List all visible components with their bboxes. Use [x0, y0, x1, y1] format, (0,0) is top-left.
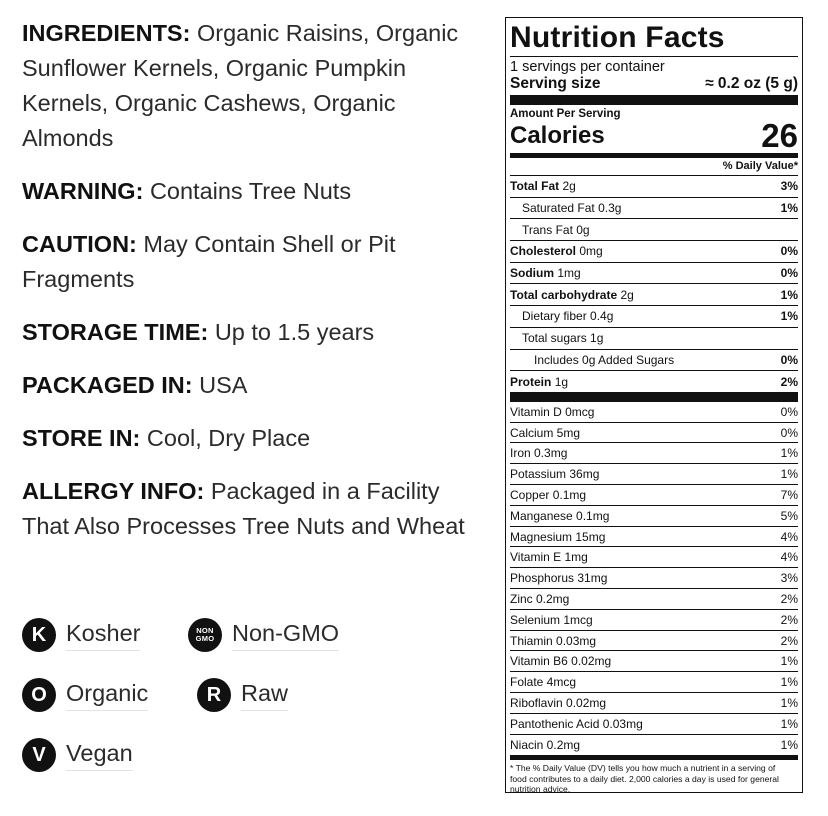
nutrient-dv: 1% — [780, 201, 798, 216]
nutrient-row — [510, 371, 798, 392]
vitamin-row — [510, 631, 798, 652]
badge-label: Vegan — [66, 740, 133, 771]
organic-icon: O — [22, 678, 56, 712]
nutrient-amount: 0g — [576, 222, 590, 237]
vitamin-text: Pantothenic Acid 0.03mg — [510, 716, 643, 731]
storage-time-info — [22, 315, 492, 350]
vitamin-dv: 3% — [780, 571, 798, 586]
nutrient-amount: 0.4g — [590, 309, 614, 324]
store-in-info — [22, 421, 492, 456]
nutrient-row — [510, 219, 798, 240]
nutrient-name: Sodium — [510, 266, 554, 281]
vitamin-text: Folate 4mcg — [510, 675, 577, 690]
vitamin-dv: 1% — [780, 675, 798, 690]
nutrition-title: Nutrition Facts — [510, 21, 725, 54]
info-label: INGREDIENTS: — [22, 20, 191, 46]
vitamin-text: Riboflavin 0.02mg — [510, 695, 607, 710]
organic-badge — [22, 678, 148, 712]
vitamin-row — [510, 485, 798, 506]
serving-size — [510, 75, 798, 95]
vitamin-row — [510, 506, 798, 527]
vitamin-row — [510, 714, 798, 735]
nutrient-dv: 3% — [780, 179, 798, 194]
servings-per-container: 1 servings per container — [510, 59, 665, 75]
raw-badge — [197, 678, 288, 712]
vitamin-row — [510, 693, 798, 714]
nutrient-name: Protein — [510, 374, 552, 389]
vitamin-dv: 1% — [780, 467, 798, 482]
info-label: WARNING: — [22, 178, 144, 204]
non-gmo-badge — [188, 618, 339, 652]
info-text: Cool, Dry Place — [146, 425, 311, 451]
vitamin-text: Magnesium 15mg — [510, 529, 606, 544]
vitamin-dv: 1% — [780, 695, 798, 710]
nutrient-row — [510, 176, 798, 197]
info-text: Up to 1.5 years — [214, 319, 375, 345]
nutrient-amount: 1mg — [557, 266, 581, 281]
vitamin-dv: 2% — [780, 612, 798, 627]
nutrient-row — [510, 198, 798, 219]
vitamin-dv: 2% — [780, 591, 798, 606]
nutrient-dv: 2% — [780, 374, 798, 389]
vitamin-dv: 2% — [780, 633, 798, 648]
vitamin-dv: 1% — [780, 446, 798, 461]
nutrient-amount: 1g — [554, 374, 569, 389]
non-gmo-icon-top: NON — [196, 626, 214, 635]
info-label: STORE IN: — [22, 425, 141, 451]
daily-value-footnote: * The % Daily Value (DV) tells you how much a nutrient in a serving of food contributes to a daily diet. 2,000 calories a day is used for general nutrition advice. — [510, 763, 779, 795]
nutrient-amount: 2g — [562, 179, 576, 194]
vitamin-text: Phosphorus 31mg — [510, 571, 608, 586]
calories-label: Calories — [510, 122, 605, 149]
nutrient-dv: 1% — [780, 309, 798, 324]
info-text: Organic Raisins, Organic Sunflower Kernels, Organic Pumpkin Kernels, Organic Cashews, Organic Almonds — [22, 20, 459, 151]
nutrient-name: Saturated Fat — [522, 201, 595, 216]
vitamin-dv: 0% — [780, 404, 798, 419]
vitamin-row — [510, 568, 798, 589]
vitamin-text: Niacin 0.2mg — [510, 738, 581, 753]
vitamin-text: Manganese 0.1mg — [510, 508, 610, 523]
vitamin-row — [510, 672, 798, 693]
nutrient-amount: 2g — [620, 287, 634, 302]
non-gmo-icon-bottom: GMO — [195, 634, 215, 643]
info-text: May Contain Shell or Pit Fragments — [22, 231, 396, 292]
info-text: USA — [199, 372, 248, 398]
info-text: Packaged in a Facility That Also Processes Tree Nuts and Wheat — [22, 478, 465, 539]
vitamin-text: Iron 0.3mg — [510, 446, 568, 461]
vitamin-dv: 1% — [780, 716, 798, 731]
nutrient-amount: 0.3g — [598, 201, 622, 216]
info-text: Contains Tree Nuts — [149, 178, 352, 204]
product-info — [22, 16, 492, 562]
raw-icon: R — [197, 678, 231, 712]
kosher-icon: K — [22, 618, 56, 652]
warning-info — [22, 174, 492, 209]
vitamin-dv: 1% — [780, 654, 798, 669]
nutrient-amount: 1g — [590, 331, 604, 346]
nutrient-dv: 0% — [780, 352, 798, 367]
calories-value: 26 — [761, 117, 798, 154]
allergy-info — [22, 474, 492, 544]
vitamin-dv: 7% — [780, 487, 798, 502]
nutrient-name: Dietary fiber — [522, 309, 587, 324]
vegan-icon: V — [22, 738, 56, 772]
vitamin-row — [510, 423, 798, 444]
nutrient-name: Cholesterol — [510, 244, 577, 259]
nutrient-dv: 0% — [780, 244, 798, 259]
vitamin-row — [510, 527, 798, 548]
caution-info — [22, 227, 492, 297]
daily-value-header: % Daily Value* — [722, 160, 798, 172]
calories-row — [510, 117, 798, 154]
badge-label: Organic — [66, 680, 148, 711]
vitamin-text: Thiamin 0.03mg — [510, 633, 597, 648]
badge-label: Non-GMO — [232, 620, 339, 651]
vitamin-text: Vitamin B6 0.02mg — [510, 654, 612, 669]
vitamin-row — [510, 464, 798, 485]
nutrient-name: Includes 0g Added Sugars — [534, 352, 675, 367]
vitamin-row — [510, 443, 798, 464]
vitamin-row — [510, 610, 798, 631]
nutrient-row — [510, 328, 798, 349]
packaged-in-info — [22, 368, 492, 403]
vitamin-row — [510, 735, 798, 756]
kosher-badge — [22, 618, 140, 652]
nutrient-amount: 0mg — [579, 244, 603, 259]
nutrient-name: Total sugars — [522, 331, 587, 346]
info-label: CAUTION: — [22, 231, 137, 257]
vitamin-dv: 1% — [780, 738, 798, 753]
amount-per-serving: Amount Per Serving — [510, 108, 621, 120]
nutrient-name: Total carbohydrate — [510, 287, 618, 302]
vitamin-row — [510, 547, 798, 568]
info-label: PACKAGED IN: — [22, 372, 193, 398]
info-label: STORAGE TIME: — [22, 319, 209, 345]
nutrition-facts-panel — [505, 17, 803, 793]
vitamin-dv: 0% — [780, 425, 798, 440]
vitamin-text: Vitamin E 1mg — [510, 550, 588, 565]
info-label: ALLERGY INFO: — [22, 478, 205, 504]
vitamin-row — [510, 651, 798, 672]
nutrient-name: Total Fat — [510, 179, 560, 194]
certification-badges — [22, 618, 492, 798]
vitamin-dv: 5% — [780, 508, 798, 523]
nutrient-row — [510, 241, 798, 262]
ingredients-info — [22, 16, 492, 156]
nutrient-name: Trans Fat — [522, 222, 573, 237]
nutrient-row — [510, 306, 798, 327]
vitamin-text: Zinc 0.2mg — [510, 591, 570, 606]
serving-size-label: Serving size — [510, 75, 601, 92]
vitamin-text: Vitamin D 0mcg — [510, 404, 595, 419]
vegan-badge — [22, 738, 133, 772]
badge-label: Kosher — [66, 620, 140, 651]
vitamin-dv: 4% — [780, 550, 798, 565]
nutrient-row — [510, 263, 798, 284]
serving-size-value: ≈ 0.2 oz (5 g) — [705, 75, 798, 92]
vitamin-row — [510, 589, 798, 610]
vitamin-list — [510, 402, 798, 756]
vitamin-text: Calcium 5mg — [510, 425, 581, 440]
nutrient-dv: 0% — [780, 266, 798, 281]
nutrient-row — [510, 350, 798, 371]
vitamin-text: Selenium 1mcg — [510, 612, 593, 627]
vitamin-dv: 4% — [780, 529, 798, 544]
non-gmo-icon — [188, 618, 222, 652]
nutrient-row — [510, 284, 798, 305]
vitamin-text: Potassium 36mg — [510, 467, 600, 482]
vitamin-text: Copper 0.1mg — [510, 487, 587, 502]
nutrient-dv: 1% — [780, 287, 798, 302]
badge-label: Raw — [241, 680, 288, 711]
vitamin-row — [510, 402, 798, 423]
